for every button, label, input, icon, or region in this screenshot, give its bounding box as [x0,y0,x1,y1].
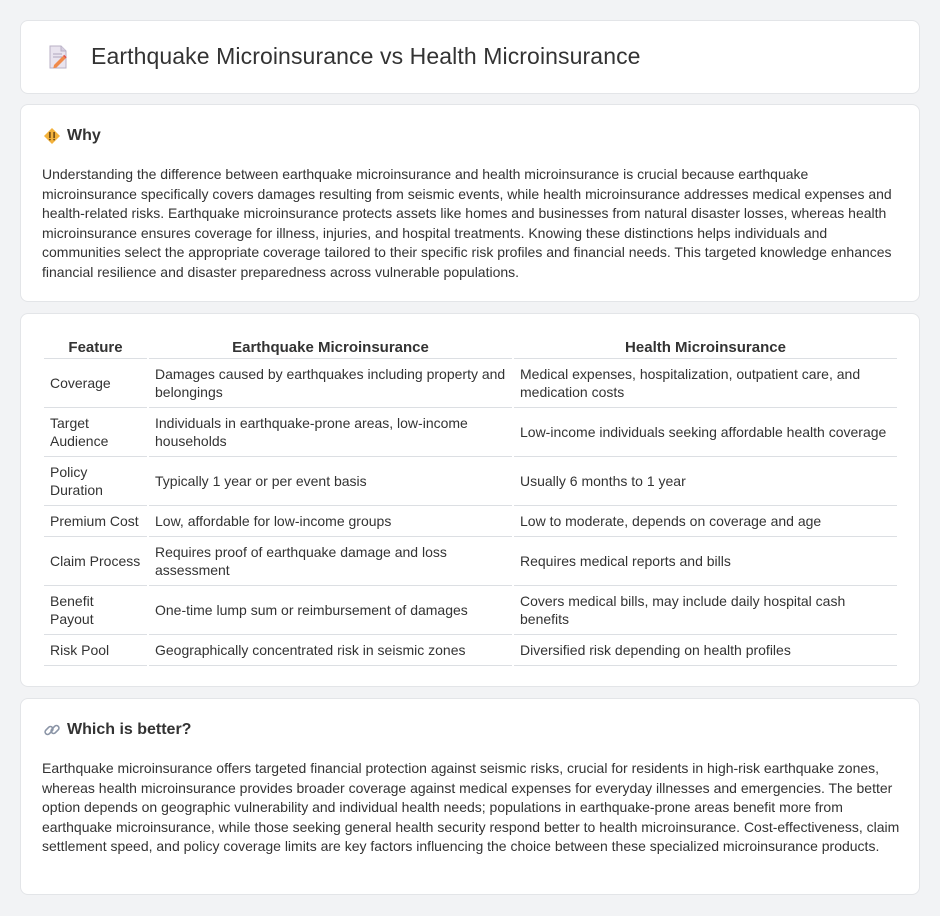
earthquake-cell: Geographically concentrated risk in seismic zones [149,635,512,666]
table-row [44,586,897,635]
feature-cell: Coverage [44,359,147,408]
health-cell: Covers medical bills, may include daily hospital cash benefits [514,586,897,635]
column-header: Earthquake Microinsurance [149,337,512,359]
link-icon [43,721,61,739]
feature-cell: Risk Pool [44,635,147,666]
table-row [44,537,897,586]
why-heading: Why [67,127,101,144]
table-row [44,457,897,506]
why-section [20,104,920,302]
table-row [44,635,897,666]
title-row [47,43,641,70]
health-cell: Requires medical reports and bills [514,537,897,586]
why-heading-row [43,127,101,145]
page-title: Earthquake Microinsurance vs Health Microinsurance [91,43,641,69]
earthquake-cell: Requires proof of earthquake damage and loss assessment [149,537,512,586]
feature-cell: Benefit Payout [44,586,147,635]
health-cell: Low to moderate, depends on coverage and age [514,506,897,537]
health-cell: Medical expenses, hospitalization, outpatient care, and medication costs [514,359,897,408]
better-heading-row [43,721,191,739]
title-card [20,20,920,94]
table-row [44,506,897,537]
feature-cell: Premium Cost [44,506,147,537]
health-cell: Diversified risk depending on health profiles [514,635,897,666]
which-better-section [20,698,920,895]
better-paragraph: Earthquake microinsurance offers targeted financial protection against seismic risks, crucial for residents in high-risk earthquake zones, whereas health microinsurance provides broader coverage against medical expenses for everyday illnesses and emergencies. The better option depends on geographic vulnerability and individual health needs; populations in earthquake-prone areas benefit more from earthquake microinsurance, while those seeking general health security respond better to health microinsurance. Cost-effectiveness, claim settlement speed, and policy coverage limits are key factors influencing the choice between these specialized microinsurance products. [42,760,900,854]
comparison-section [20,313,920,687]
health-cell: Usually 6 months to 1 year [514,457,897,506]
why-paragraph: Understanding the difference between earthquake microinsurance and health microinsurance is crucial because earthquake microinsurance specifically covers damages resulting from seismic events, while health microinsurance addresses medical expenses and health-related risks. Earthquake microinsurance protects assets like homes and businesses from natural disaster losses, whereas health microinsurance ensures coverage for illness, injuries, and hospital treatments. Knowing these distinctions helps individuals and communities select the appropriate coverage tailored to their specific risk profiles and financial needs. This targeted knowledge enhances financial resilience and disaster preparedness across vulnerable populations. [42,166,892,280]
earthquake-cell: Individuals in earthquake-prone areas, low-income households [149,408,512,457]
earthquake-cell: Damages caused by earthquakes including property and belongings [149,359,512,408]
feature-cell: Target Audience [44,408,147,457]
better-heading: Which is better? [67,721,192,738]
document-pencil-icon [47,44,69,70]
column-header: Feature [44,337,147,359]
earthquake-cell: Typically 1 year or per event basis [149,457,512,506]
warning-diamond-icon [43,127,61,145]
health-cell: Low-income individuals seeking affordable health coverage [514,408,897,457]
earthquake-cell: One-time lump sum or reimbursement of damages [149,586,512,635]
feature-cell: Policy Duration [44,457,147,506]
table-row [44,359,897,408]
column-header: Health Microinsurance [514,337,897,359]
feature-cell: Claim Process [44,537,147,586]
comparison-table [42,337,899,666]
table-header-row [44,337,897,359]
table-row [44,408,897,457]
earthquake-cell: Low, affordable for low-income groups [149,506,512,537]
